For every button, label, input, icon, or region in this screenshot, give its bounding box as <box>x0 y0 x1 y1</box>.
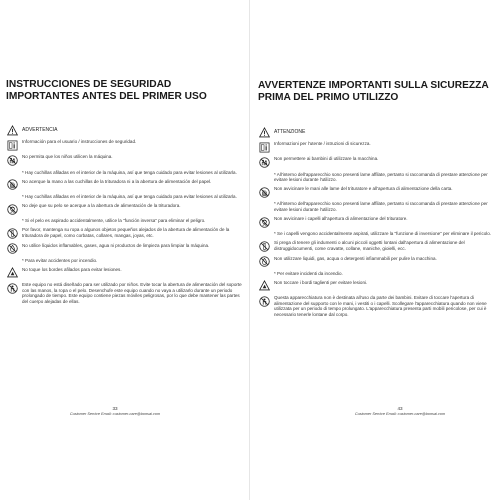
safety-item <box>258 216 494 228</box>
safety-item-text: Non toccare i bordi taglienti per evitare lesioni. <box>274 279 368 285</box>
safety-item <box>6 179 244 191</box>
title-line-1: AVVERTENZE IMPORTANTI SULLA SICUREZZA <box>258 80 489 91</box>
page-number: 33 <box>112 406 118 411</box>
safety-item-text: No permita que los niños utilicen la máquina. <box>22 154 113 160</box>
safety-item <box>258 141 494 153</box>
safety-item <box>258 280 494 292</box>
blade-warning-icon <box>6 267 18 279</box>
no-hair-icon <box>6 203 18 215</box>
no-liquid-icon <box>6 243 18 255</box>
safety-item <box>258 240 494 252</box>
no-hand-icon <box>6 179 18 191</box>
no-hand-icon <box>258 186 270 198</box>
safety-note: * Para evitar accidentes por incendio. <box>22 257 98 263</box>
book-info-icon <box>6 139 18 151</box>
warning-label: ATTENZIONE <box>274 129 306 135</box>
warning-label: ADVERTENCIA <box>22 127 58 133</box>
blade-warning-icon <box>258 280 270 292</box>
warning-header <box>6 124 244 136</box>
no-liquid-icon <box>258 256 270 268</box>
page-title-es <box>6 79 242 102</box>
safety-note: * All'interno dell'apparecchio sono presenti lame affilate, pertanto si raccomanda di prestare attenzione per evitare lesioni durante l'utilizzo. <box>274 201 488 212</box>
safety-item-text: No acerque la mano a las cuchillas de la trituradora ni a la abertura de alimentación del papel. <box>22 178 212 184</box>
safety-note: * All'interno dell'apparecchio sono presenti lame affilate, pertanto si raccomanda di prestare attenzione per evitare lesioni durante l'utilizzo. <box>274 171 488 183</box>
safety-item-text: Información para el usuario / instrucciones de seguridad. <box>22 139 137 145</box>
page-title-it <box>258 80 494 103</box>
safety-item-text: Questa apparecchiatura non è destinata all'uso da parte dei bambini. Evitare di toccare l'apertura di alimentazione del supporto con le mani, i vestiti o i capelli. Scollegare l'apparecchiatura quando non viene utilizzata per un periodo di tempo prolungato. L'apparecchiatura presenta parti mobili pericolose, per cui è necessario tenerle lontane dal corpo. <box>274 295 487 317</box>
safety-item <box>258 186 494 198</box>
not-for-children-icon <box>6 282 18 294</box>
safety-item <box>6 227 244 239</box>
safety-item-text: Non permettere ai bambini di utilizzare la macchina. <box>274 156 379 162</box>
footer-email: Customer Service Email: customer-care@bonsai.com <box>69 412 161 416</box>
footer-email: Customer Service Email: customer-care@bonsai.com <box>354 412 446 416</box>
book-info-icon <box>258 141 270 153</box>
safety-item <box>6 154 244 166</box>
safety-item <box>6 267 244 279</box>
safety-list-it <box>258 126 494 321</box>
not-for-children-icon <box>258 295 270 307</box>
no-tie-icon <box>6 227 18 239</box>
safety-item-text: Informazioni per l'utente / istruzioni di sicurezza. <box>274 141 371 147</box>
safety-item <box>258 156 494 168</box>
safety-item <box>258 256 494 268</box>
safety-item-text: Este equipo no está diseñado para ser utilizado por niños. Evite tocar la abertura de alimentación del soporte con las manos, la ropa o el pelo. Desenchufe este equipo cuando no vaya a utilizarlo durante un periodo prolongado de tiempo. Este equipo contiene piezas móviles peligrosas, por lo que debe mantener las partes del cuerpo alejadas de ellas. <box>22 282 242 304</box>
safety-note: * Si el pelo es aspirado accidentalmente, utilice la "función inversa" para eliminar el peligro. <box>22 218 206 224</box>
safety-item-text: Non avvicinare le mani alle lame del trituratore e all'apertura di alimentazione della carta. <box>274 186 453 192</box>
no-children-icon <box>6 154 18 166</box>
safety-item <box>6 139 244 151</box>
warning-triangle-icon <box>6 124 18 136</box>
safety-item-text: No deje que su pelo se acerque a la abertura de alimentación de la trituradora. <box>22 203 181 209</box>
safety-note: * Hay cuchillas afiladas en el interior de la máquina, así que tenga cuidado para evitar lesiones al utilizarla. <box>22 169 237 175</box>
safety-item <box>6 282 244 304</box>
page-footer-es <box>40 406 190 417</box>
page-italian <box>250 0 500 500</box>
safety-item <box>6 203 244 215</box>
safety-item <box>6 243 244 255</box>
warning-triangle-icon <box>258 126 270 138</box>
no-tie-icon <box>258 240 270 252</box>
safety-item-text: No utilice líquidos inflamables, gases, agua ni productos de limpieza para limpiar la máquina. <box>22 242 210 248</box>
title-line-1: INSTRUCCIONES DE SEGURIDAD <box>6 79 172 90</box>
title-line-2: PRIMA DEL PRIMO UTILIZZO <box>258 91 399 103</box>
safety-item-text: Si prega di tenere gli indumenti o alcuni piccoli oggetti lontani dall'apertura di alimentazione del distruggidocumenti, come cravatte, collane, maniche, gioielli, ecc. <box>274 240 465 251</box>
safety-item-text: Por favor, mantenga su ropa o algunos objetos pequeños alejados de la abertura de alimentación de la trituradora de papel, como corbatas, collares, mangas, joyas, etc. <box>22 227 230 238</box>
items-es <box>6 139 244 304</box>
title-line-2: IMPORTANTES ANTES DEL PRIMER USO <box>6 90 207 102</box>
safety-list-es <box>6 124 244 307</box>
no-children-icon <box>258 156 270 168</box>
no-hair-icon <box>258 216 270 228</box>
safety-item-text: Non avvicinare i capelli all'apertura di alimentazione del trituratore. <box>274 216 408 222</box>
page-number: 43 <box>397 406 403 411</box>
safety-item <box>258 295 494 317</box>
safety-note: * Hay cuchillas afiladas en el interior de la máquina, así que tenga cuidado para evitar lesiones al utilizarla. <box>22 193 237 199</box>
safety-note: * Se i capelli vengono accidentalmente aspirati, utilizzare la "funzione di inversione" per eliminare il pericolo. <box>274 231 492 237</box>
page-footer-it <box>320 406 480 417</box>
items-it <box>258 141 494 317</box>
safety-item-text: Non utilizzare liquidi, gas, acqua o detergenti infiammabili per pulire la macchina. <box>274 255 437 261</box>
safety-item-text: No toque los bordes afilados para evitar lesiones. <box>22 266 122 272</box>
safety-note: * Per evitare incidenti da incendio. <box>274 270 343 276</box>
warning-header <box>258 126 494 138</box>
